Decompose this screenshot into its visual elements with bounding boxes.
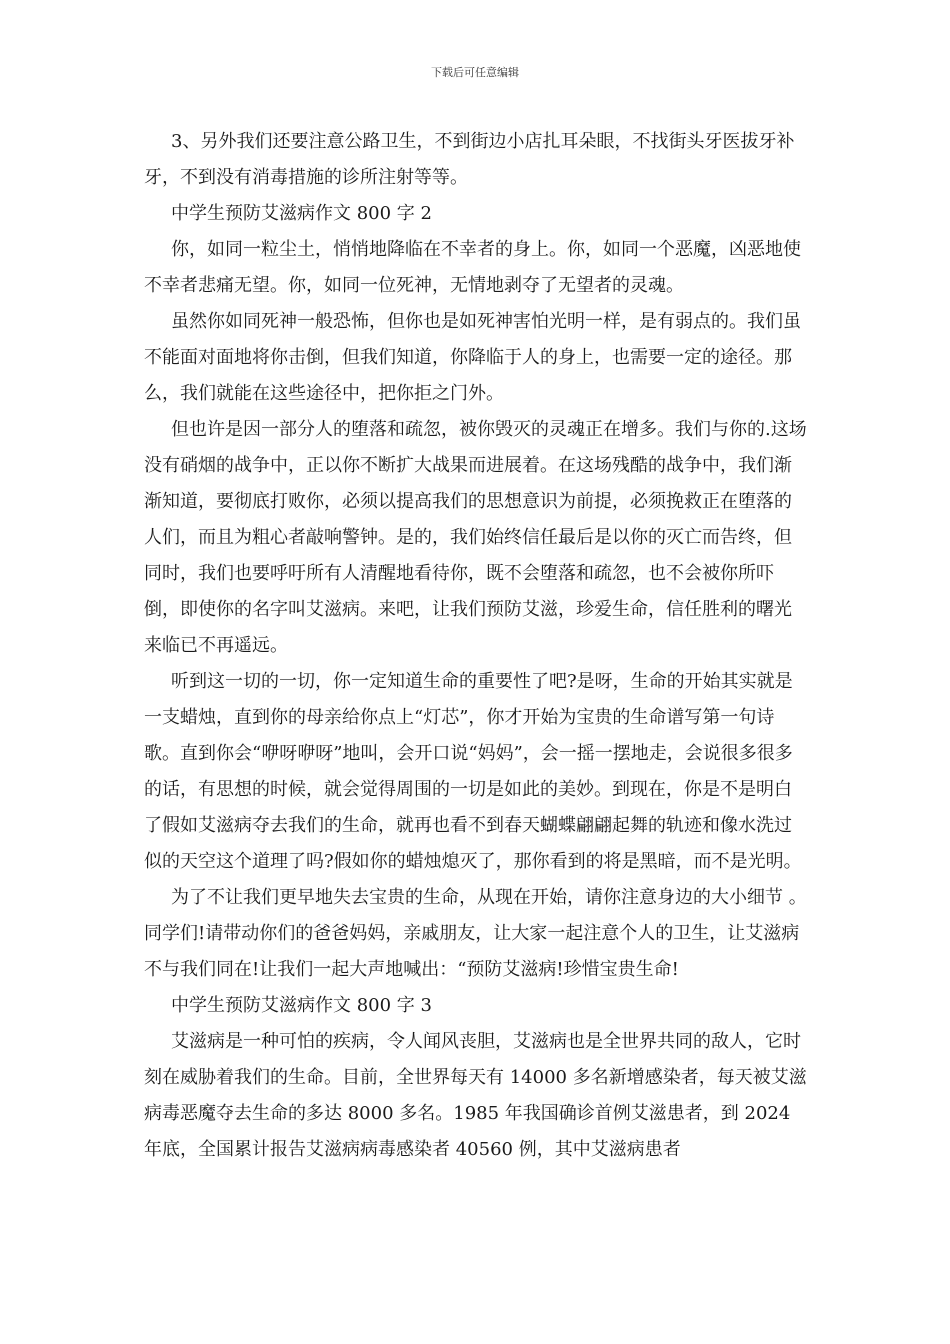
paragraph-call-to-action: 为了不让我们更早地失去宝贵的生命，从现在开始，请你注意身边的大小细节 。同学们!请带动你们的爸爸妈妈，亲戚朋友，让大家一起注意个人的卫生，让艾滋病不与我们同在!让我们一起大声地喊出：“预防艾滋病!珍惜宝贵生命! [144, 887, 807, 980]
paragraph-dust: 你，如同一粒尘土，悄悄地降临在不幸者的身上。你，如同一个恶魔，凶恶地使不幸者悲痛无望。你，如同一位死神，无情地剥夺了无望者的灵魂。 [144, 239, 801, 296]
paragraph-war: 但也许是因一部分人的堕落和疏忽，被你毁灭的灵魂正在增多。我们与你的.这场没有硝烟的战争中，正以你不断扩大战果而进展着。在这场残酷的战争中，我们渐渐知道，要彻底打败你，必须以提高我们的思想意识为前提，必须挽救正在堕落的人们，而且为粗心者敲响警钟。是的，我们始终信任最后是以你的灭亡而告终，但同时，我们也要呼吁所有人清醒地看待你，既不会堕落和疏忽，也不会被你所吓倒，即使你的名字叫艾滋病。来吧，让我们预防艾滋，珍爱生命，信任胜利的曙光来临已不再遥远。 [144, 419, 807, 656]
paragraph-weakness: 虽然你如同死神一般恐怖，但你也是如死神害怕光明一样，是有弱点的。我们虽不能面对面地将你击倒，但我们知道，你降临于人的身上，也需要一定的途径。那么，我们就能在这些途径中，把你拒之门外。 [144, 311, 801, 404]
page-header: 下载后可任意编辑 [431, 66, 519, 79]
essay-heading-3: 中学生预防艾滋病作文 800 字 3 [171, 995, 432, 1016]
paragraph-hygiene: 3、另外我们还要注意公路卫生，不到街边小店扎耳朵眼，不找街头牙医拔牙补牙，不到没有消毒措施的诊所注射等等。 [144, 131, 795, 188]
essay-heading-2: 中学生预防艾滋病作文 800 字 2 [171, 203, 432, 224]
document-body [144, 124, 808, 1168]
paragraph-candle: 听到这一切的一切，你一定知道生命的重要性了吧?是呀，生命的开始其实就是一支蜡烛，直到你的母亲给你点上“灯芯”，你才开始为宝贵的生命谱写第一句诗歌。直到你会“咿呀咿呀”地叫，会开口说“妈妈”，会一摇一摆地走，会说很多很多的话，有思想的时候，就会觉得周围的一切是如此的美妙。到现在，你是不是明白了假如艾滋病夺去我们的生命，就再也看不到春天蝴蝶翩翩起舞的轨迹和像水洗过似的天空这个道理了吗?假如你的蜡烛熄灭了，那你看到的将是黑暗，而不是光明。 [144, 671, 802, 872]
paragraph-statistics: 艾滋病是一种可怕的疾病，令人闻风丧胆，艾滋病也是全世界共同的敌人，它时刻在威胁着我们的生命。目前，全世界每天有 14000 多名新增感染者，每天被艾滋病毒恶魔夺去生命的多达 8000 多名。1985 年我国确诊首例艾滋患者，到 2024 年底，全国累计报告艾滋病病毒感染者 40560 例，其中艾滋病患者 [144, 1031, 807, 1160]
